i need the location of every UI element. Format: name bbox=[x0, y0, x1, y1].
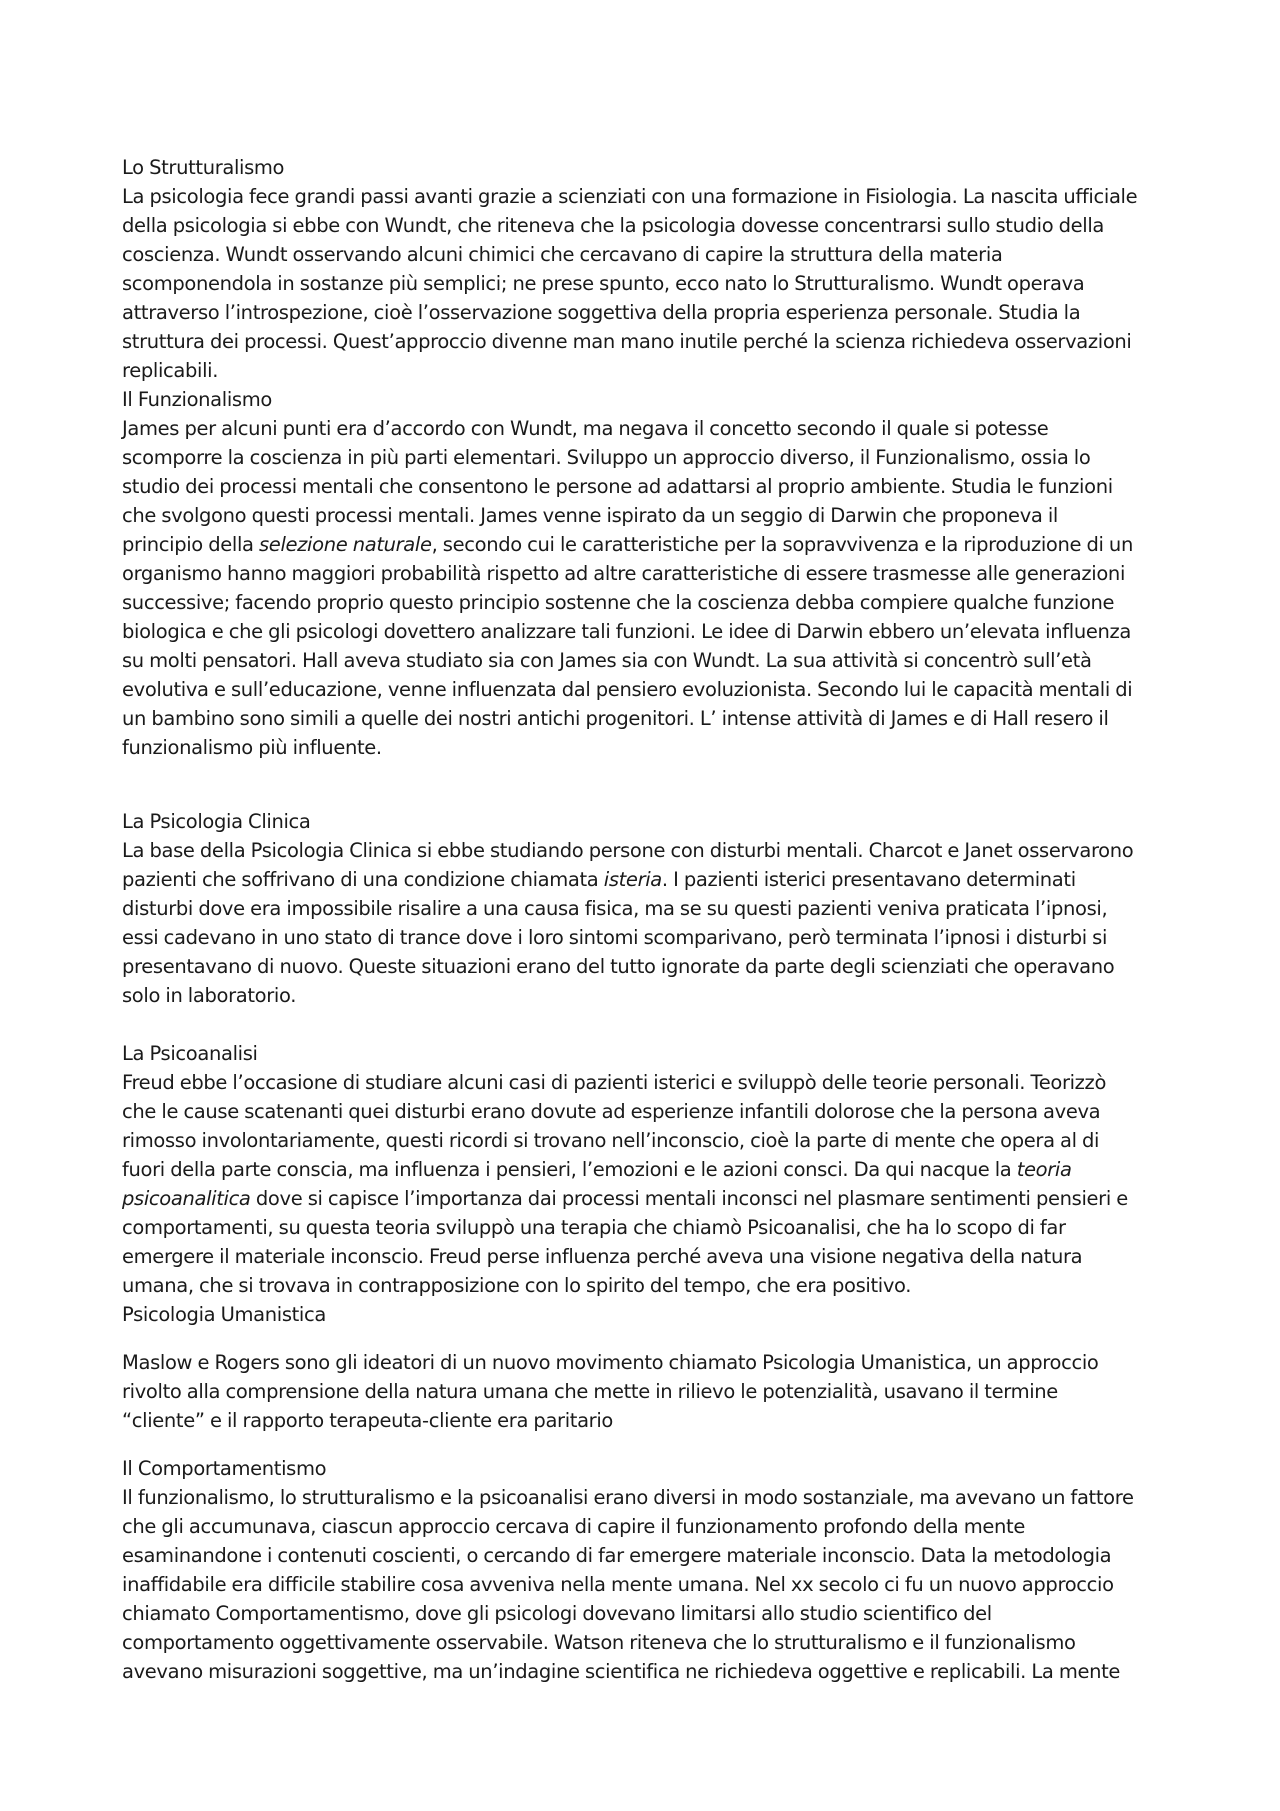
paragraph-line: replicabili. bbox=[122, 359, 219, 382]
paragraph-line: rivolto alla comprensione della natura umana che mette in rilievo le potenzialità, usavano il termine bbox=[122, 1380, 1058, 1403]
paragraph-line: un bambino sono simili a quelle dei nostri antichi progenitori. L’ intense attività di James e di Hall resero il bbox=[122, 707, 1109, 730]
line-text: . I pazienti isterici presentavano determinati bbox=[661, 868, 1076, 891]
paragraph-line: esaminandone i contenuti coscienti, o cercando di far emergere materiale inconscio. Data la metodologia bbox=[122, 1544, 1112, 1567]
paragraph-line: presentavano di nuovo. Queste situazioni erano del tutto ignorate da parte degli scienziati che operavano bbox=[122, 955, 1115, 978]
paragraph-line: evolutiva e sull’educazione, venne influenzata dal pensiero evoluzionista. Secondo lui le capacità mentali di bbox=[122, 678, 1133, 701]
paragraph-line: successive; facendo proprio questo principio sostenne che la coscienza debba compiere qualche funzione bbox=[122, 591, 1115, 614]
paragraph-line: “cliente” e il rapporto terapeuta-cliente era paritario bbox=[122, 1409, 613, 1432]
paragraph-line: studio dei processi mentali che consentono le persone ad adattarsi al proprio ambiente. Studia le funzioni bbox=[122, 475, 1113, 498]
paragraph-line: struttura dei processi. Quest’approccio divenne man mano inutile perché la scienza richiedeva osservazioni bbox=[122, 330, 1132, 353]
emphasis-text: psicoanalitica bbox=[122, 1187, 251, 1210]
line-text: pazienti che soffrivano di una condizione chiamata bbox=[122, 868, 604, 891]
line-text: fuori della parte conscia, ma influenza i pensieri, l’emozioni e le azioni consci. Da qui nacque la bbox=[122, 1158, 1017, 1181]
section-heading-funzionalismo: Il Funzionalismo bbox=[122, 388, 272, 411]
line-text: dove si capisce l’importanza dai processi mentali inconsci nel plasmare sentimenti pensieri e bbox=[250, 1187, 1128, 1210]
paragraph-line: disturbi dove era impossibile risalire a una causa fisica, ma se su questi pazienti veniva praticata l’ipnosi, bbox=[122, 897, 1108, 920]
paragraph-line bbox=[122, 1184, 1177, 1213]
section-heading-strutturalismo: Lo Strutturalismo bbox=[122, 156, 285, 179]
section-spacer bbox=[122, 1329, 1177, 1348]
paragraph-line: avevano misurazioni soggettive, ma un’indagine scientifica ne richiedeva oggettive e replicabili. La mente bbox=[122, 1660, 1121, 1683]
paragraph-line bbox=[122, 1155, 1177, 1184]
line-text: principio della bbox=[122, 533, 259, 556]
section-heading-psicologia-umanistica: Psicologia Umanistica bbox=[122, 1303, 326, 1326]
section-spacer bbox=[122, 762, 1177, 807]
paragraph-line: che le cause scatenanti quei disturbi erano dovute ad esperienze infantili dolorose che la persona aveva bbox=[122, 1100, 1101, 1123]
paragraph-line: James per alcuni punti era d’accordo con Wundt, ma negava il concetto secondo il quale si potesse bbox=[122, 417, 1049, 440]
paragraph-line: biologica e che gli psicologi dovettero analizzare tali funzioni. Le idee di Darwin ebbero un’elevata influenza bbox=[122, 620, 1131, 643]
paragraph-line: Il funzionalismo, lo strutturalismo e la psicoanalisi erano diversi in modo sostanziale, ma avevano un fattore bbox=[122, 1486, 1134, 1509]
paragraph-line bbox=[122, 530, 1177, 559]
paragraph-line: La base della Psicologia Clinica si ebbe studiando persone con disturbi mentali. Charcot e Janet osservarono bbox=[122, 839, 1134, 862]
paragraph-line: rimosso involontariamente, questi ricordi si trovano nell’inconscio, cioè la parte di mente che opera al di bbox=[122, 1129, 1100, 1152]
paragraph-line: emergere il materiale inconscio. Freud perse influenza perché aveva una visione negativa della natura bbox=[122, 1245, 1083, 1268]
paragraph-line bbox=[122, 865, 1177, 894]
emphasis-text: selezione naturale bbox=[259, 533, 432, 556]
paragraph-line: organismo hanno maggiori probabilità rispetto ad altre caratteristiche di essere trasmesse alle generazioni bbox=[122, 562, 1126, 585]
line-text: , secondo cui le caratteristiche per la sopravvivenza e la riproduzione di un bbox=[431, 533, 1133, 556]
paragraph-line: su molti pensatori. Hall aveva studiato sia con James sia con Wundt. La sua attività si concentrò sull’età bbox=[122, 649, 1092, 672]
paragraph-line: che gli accumunava, ciascun approccio cercava di capire il funzionamento profondo della mente bbox=[122, 1515, 1025, 1538]
paragraph-line: solo in laboratorio. bbox=[122, 984, 297, 1007]
emphasis-text: teoria bbox=[1016, 1158, 1072, 1181]
section-heading-psicoanalisi: La Psicoanalisi bbox=[122, 1042, 258, 1065]
paragraph-line: della psicologia si ebbe con Wundt, che riteneva che la psicologia dovesse concentrarsi sullo studio della bbox=[122, 214, 1105, 237]
paragraph-line: coscienza. Wundt osservando alcuni chimici che cercavano di capire la struttura della materia bbox=[122, 243, 1003, 266]
paragraph-line: umana, che si trovava in contrapposizione con lo spirito del tempo, che era positivo. bbox=[122, 1274, 912, 1297]
paragraph-line: Freud ebbe l’occasione di studiare alcuni casi di pazienti isterici e sviluppò delle teorie personali. Teorizzò bbox=[122, 1071, 1107, 1094]
paragraph-line: inaffidabile era difficile stabilire cosa avveniva nella mente umana. Nel xx secolo ci fu un nuovo approccio bbox=[122, 1573, 1114, 1596]
emphasis-text: isteria bbox=[603, 868, 662, 891]
paragraph-line: La psicologia fece grandi passi avanti grazie a scienziati con una formazione in Fisiologia. La nascita ufficiale bbox=[122, 185, 1138, 208]
section-heading-psicologia-clinica: La Psicologia Clinica bbox=[122, 810, 311, 833]
paragraph-line: Maslow e Rogers sono gli ideatori di un nuovo movimento chiamato Psicologia Umanistica, un approccio bbox=[122, 1351, 1099, 1374]
paragraph-line: attraverso l’introspezione, cioè l’osservazione soggettiva della propria esperienza personale. Studia la bbox=[122, 301, 1081, 324]
paragraph-line: scomporre la coscienza in più parti elementari. Sviluppo un approccio diverso, il Funzionalismo, ossia lo bbox=[122, 446, 1091, 469]
document-body bbox=[122, 153, 1177, 1686]
section-spacer bbox=[122, 1010, 1177, 1039]
section-spacer bbox=[122, 1435, 1177, 1454]
paragraph-line: funzionalismo più influente. bbox=[122, 736, 382, 759]
paragraph-line: scomponendola in sostanze più semplici; ne prese spunto, ecco nato lo Strutturalismo. Wundt operava bbox=[122, 272, 1085, 295]
paragraph-line: essi cadevano in uno stato di trance dove i loro sintomi scomparivano, però terminata l’ipnosi i disturbi si bbox=[122, 926, 1108, 949]
paragraph-line: chiamato Comportamentismo, dove gli psicologi dovevano limitarsi allo studio scientifico del bbox=[122, 1602, 992, 1625]
paragraph-line: che svolgono questi processi mentali. James venne ispirato da un seggio di Darwin che proponeva il bbox=[122, 504, 1058, 527]
paragraph-line: comportamenti, su questa teoria sviluppò una terapia che chiamò Psicoanalisi, che ha lo scopo di far bbox=[122, 1216, 1066, 1239]
section-heading-comportamentismo: Il Comportamentismo bbox=[122, 1457, 327, 1480]
paragraph-line: comportamento oggettivamente osservabile. Watson riteneva che lo strutturalismo e il funzionalismo bbox=[122, 1631, 1076, 1654]
